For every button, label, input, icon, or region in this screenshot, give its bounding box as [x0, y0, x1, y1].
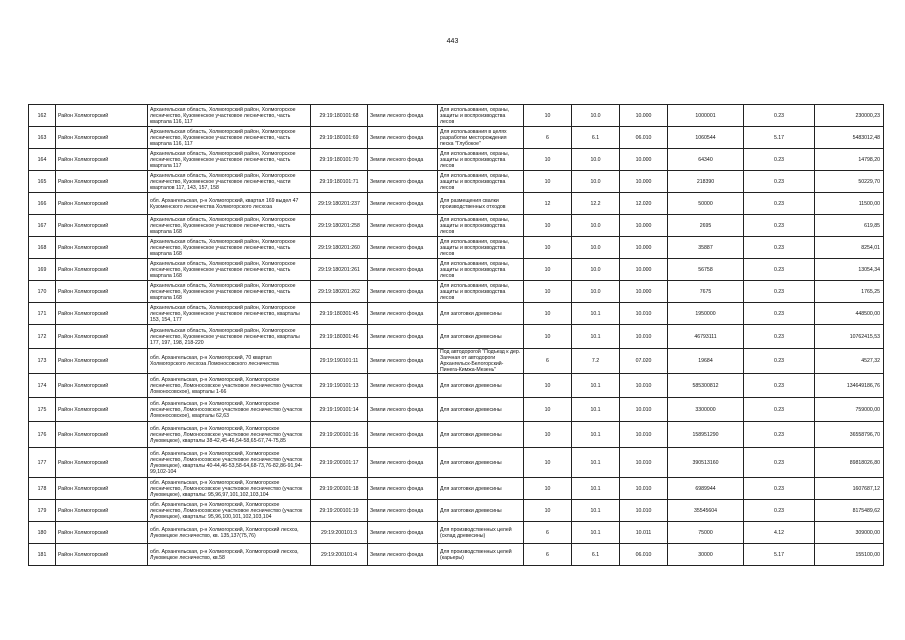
- group-code-cell: 6: [524, 544, 572, 566]
- permitted-use-cell: Для использования, охраны, защиты и воспроизводства лесов: [438, 171, 524, 193]
- rate-cell: 0.23: [744, 149, 815, 171]
- row-number: 177: [29, 448, 56, 478]
- subgroup-code-cell: 10.0: [572, 237, 620, 259]
- group-code-cell: 10: [524, 171, 572, 193]
- amount-cell: 759000,00: [815, 398, 884, 422]
- land-category-cell: Земли лесного фонда: [368, 422, 438, 448]
- land-category-cell: Земли лесного фонда: [368, 448, 438, 478]
- district-cell: Район Холмогорский: [56, 398, 148, 422]
- group-code-cell: 10: [524, 149, 572, 171]
- cadastral-number-cell: 29:19:180201:261: [311, 259, 368, 281]
- permitted-use-cell: Для заготовки древесины: [438, 325, 524, 349]
- amount-cell: 134649186,76: [815, 374, 884, 398]
- row-number: 179: [29, 500, 56, 522]
- permitted-use-cell: Для использования, охраны, защиты и воспроизводства лесов: [438, 105, 524, 127]
- district-cell: Район Холмогорский: [56, 325, 148, 349]
- location-cell: Архангельская область, Холмогорский район, Холмогорское лесничество, Кузоменское участковое лесничество, часть квартала 168: [148, 237, 311, 259]
- table-row: [29, 325, 884, 349]
- row-number: 162: [29, 105, 56, 127]
- area-cell: 218390: [668, 171, 744, 193]
- rate-cell: 5.17: [744, 544, 815, 566]
- use-code-cell: 10.010: [620, 398, 668, 422]
- group-code-cell: 12: [524, 193, 572, 215]
- cadastral-number-cell: 29:19:200101:3: [311, 522, 368, 544]
- subgroup-code-cell: 10.1: [572, 325, 620, 349]
- area-cell: 2695: [668, 215, 744, 237]
- area-cell: 7675: [668, 281, 744, 303]
- amount-cell: 4527,32: [815, 349, 884, 374]
- land-category-cell: Земли лесного фонда: [368, 127, 438, 149]
- location-cell: Архангельская область, Холмогорский район, Холмогорское лесничество, Кузоменское участковое лесничество, часть квартала 168: [148, 259, 311, 281]
- area-cell: 1060544: [668, 127, 744, 149]
- district-cell: Район Холмогорский: [56, 448, 148, 478]
- subgroup-code-cell: 10.0: [572, 171, 620, 193]
- district-cell: Район Холмогорский: [56, 349, 148, 374]
- area-cell: 1950000: [668, 303, 744, 325]
- district-cell: Район Холмогорский: [56, 237, 148, 259]
- use-code-cell: 10.000: [620, 237, 668, 259]
- rate-cell: 4.12: [744, 522, 815, 544]
- cadastral-number-cell: 29:19:180301:46: [311, 325, 368, 349]
- rate-cell: 0.23: [744, 105, 815, 127]
- group-code-cell: 6: [524, 349, 572, 374]
- page-number: 443: [446, 38, 459, 45]
- location-cell: Архангельская область, Холмогорский район, Холмогорское лесничество, Кузоменское участковое лесничество, кварталы 177, 197, 198, 218-220: [148, 325, 311, 349]
- permitted-use-cell: Для заготовки древесины: [438, 500, 524, 522]
- use-code-cell: 10.000: [620, 171, 668, 193]
- table-row: [29, 349, 884, 374]
- table-row: [29, 478, 884, 500]
- cadastral-number-cell: 29:19:200101:4: [311, 544, 368, 566]
- permitted-use-cell: Для заготовки древесины: [438, 303, 524, 325]
- cadastral-number-cell: 29:19:190101:13: [311, 374, 368, 398]
- land-category-cell: Земли лесного фонда: [368, 303, 438, 325]
- use-code-cell: 10.010: [620, 478, 668, 500]
- area-cell: 35545604: [668, 500, 744, 522]
- use-code-cell: 12.020: [620, 193, 668, 215]
- location-cell: обл. Архангельская, р-н Холмогорский, Холмогорский лесхоз, Луковецкое лесничество, кв.58: [148, 544, 311, 566]
- row-number: 173: [29, 349, 56, 374]
- group-code-cell: 6: [524, 127, 572, 149]
- use-code-cell: 10.010: [620, 303, 668, 325]
- location-cell: обл. Архангельская, р-н Холмогорский, Холмогорское лесничество, Ломоносовское участковое лесничество (участок Луковецкое), кварталы: 95,96,100,101,102,103,104: [148, 500, 311, 522]
- location-cell: обл. Архангельская, р-н Холмогорский, 70 квартал Холмогорского лесхоза Ломоносовского лесничества: [148, 349, 311, 374]
- row-number: 176: [29, 422, 56, 448]
- table-row: [29, 105, 884, 127]
- cadastral-number-cell: 29:19:200101:17: [311, 448, 368, 478]
- district-cell: Район Холмогорский: [56, 374, 148, 398]
- cadastral-number-cell: 29:19:200101:16: [311, 422, 368, 448]
- rate-cell: 0.23: [744, 303, 815, 325]
- area-cell: 585300812: [668, 374, 744, 398]
- land-category-cell: Земли лесного фонда: [368, 500, 438, 522]
- district-cell: Район Холмогорский: [56, 105, 148, 127]
- row-number: 167: [29, 215, 56, 237]
- land-category-cell: Земли лесного фонда: [368, 398, 438, 422]
- land-category-cell: Земли лесного фонда: [368, 349, 438, 374]
- amount-cell: 1765,25: [815, 281, 884, 303]
- amount-cell: 230000,23: [815, 105, 884, 127]
- row-number: 178: [29, 478, 56, 500]
- subgroup-code-cell: 6.1: [572, 544, 620, 566]
- land-category-cell: Земли лесного фонда: [368, 478, 438, 500]
- use-code-cell: 10.010: [620, 500, 668, 522]
- cadastral-number-cell: 29:19:180101:71: [311, 171, 368, 193]
- amount-cell: 155100,00: [815, 544, 884, 566]
- subgroup-code-cell: 12.2: [572, 193, 620, 215]
- use-code-cell: 10.010: [620, 422, 668, 448]
- permitted-use-cell: Для использования, охраны, защиты и воспроизводства лесов: [438, 215, 524, 237]
- subgroup-code-cell: 10.1: [572, 522, 620, 544]
- land-category-cell: Земли лесного фонда: [368, 374, 438, 398]
- table-row: [29, 193, 884, 215]
- location-cell: обл. Архангельская, р-н Холмогорский, квартал 169 выдел 47 Кузоменского лесничества Холмогорского лесхоза: [148, 193, 311, 215]
- cadastral-number-cell: 29:19:200101:18: [311, 478, 368, 500]
- cadastral-number-cell: 29:19:180201:262: [311, 281, 368, 303]
- permitted-use-cell: Для заготовки древесины: [438, 422, 524, 448]
- row-number: 164: [29, 149, 56, 171]
- land-category-cell: Земли лесного фонда: [368, 281, 438, 303]
- row-number: 175: [29, 398, 56, 422]
- use-code-cell: 10.000: [620, 215, 668, 237]
- group-code-cell: 10: [524, 259, 572, 281]
- row-number: 170: [29, 281, 56, 303]
- location-cell: Архангельская область, Холмогорский район, Холмогорское лесничество, Кузоменское участковое лесничество, кварталы 153, 154, 177: [148, 303, 311, 325]
- table-body: [29, 105, 884, 566]
- cadastral-number-cell: 29:19:180201:258: [311, 215, 368, 237]
- district-cell: Район Холмогорский: [56, 500, 148, 522]
- rate-cell: 0.23: [744, 374, 815, 398]
- area-cell: 64340: [668, 149, 744, 171]
- area-cell: 19684: [668, 349, 744, 374]
- area-cell: 56758: [668, 259, 744, 281]
- amount-cell: 36558796,70: [815, 422, 884, 448]
- table-row: [29, 215, 884, 237]
- table-row: [29, 448, 884, 478]
- subgroup-code-cell: 10.1: [572, 500, 620, 522]
- rate-cell: 0.23: [744, 193, 815, 215]
- amount-cell: 1607687,12: [815, 478, 884, 500]
- cadastral-number-cell: 29:19:180101:68: [311, 105, 368, 127]
- use-code-cell: 10.000: [620, 281, 668, 303]
- row-number: 165: [29, 171, 56, 193]
- group-code-cell: 10: [524, 448, 572, 478]
- group-code-cell: 10: [524, 215, 572, 237]
- location-cell: обл. Архангельская, р-н Холмогорский, Холмогорское лесничество, Ломоносовское участковое лесничество (участок Луковецкое), кварталы: 95,96,97,101,102,103,104: [148, 478, 311, 500]
- table-row: [29, 237, 884, 259]
- area-cell: 75000: [668, 522, 744, 544]
- permitted-use-cell: Для производственных целей (карьеры): [438, 544, 524, 566]
- location-cell: Архангельская область, Холмогорский район, Холмогорское лесничество, Кузоменское участковое лесничество, часть квартала 168: [148, 281, 311, 303]
- subgroup-code-cell: 10.0: [572, 215, 620, 237]
- area-cell: 50000: [668, 193, 744, 215]
- amount-cell: 11500,00: [815, 193, 884, 215]
- use-code-cell: 10.000: [620, 149, 668, 171]
- subgroup-code-cell: 10.1: [572, 448, 620, 478]
- amount-cell: 8175489,62: [815, 500, 884, 522]
- table-row: [29, 171, 884, 193]
- rate-cell: 0.23: [744, 448, 815, 478]
- row-number: 180: [29, 522, 56, 544]
- area-cell: 3300000: [668, 398, 744, 422]
- area-cell: 30000: [668, 544, 744, 566]
- permitted-use-cell: Для заготовки древесины: [438, 398, 524, 422]
- amount-cell: 89818026,80: [815, 448, 884, 478]
- permitted-use-cell: Для заготовки древесины: [438, 374, 524, 398]
- row-number: 169: [29, 259, 56, 281]
- subgroup-code-cell: 10.0: [572, 105, 620, 127]
- subgroup-code-cell: 10.1: [572, 398, 620, 422]
- permitted-use-cell: Для использования, охраны, защиты и воспроизводства лесов: [438, 149, 524, 171]
- land-category-cell: Земли лесного фонда: [368, 193, 438, 215]
- location-cell: обл. Архангельская, р-н Холмогорский, Холмогорское лесничество, Ломоносовское участковое лесничество (участок Луковецкое), кварталы 38-42,45-46,54-58,65-67,74-75,85: [148, 422, 311, 448]
- rate-cell: 0.23: [744, 325, 815, 349]
- subgroup-code-cell: 10.0: [572, 281, 620, 303]
- area-cell: 1000001: [668, 105, 744, 127]
- permitted-use-cell: Для размещения свалки производственных отходов: [438, 193, 524, 215]
- table-row: [29, 544, 884, 566]
- group-code-cell: 10: [524, 105, 572, 127]
- rate-cell: 0.23: [744, 281, 815, 303]
- permitted-use-cell: Для заготовки древесины: [438, 448, 524, 478]
- rate-cell: 0.23: [744, 215, 815, 237]
- location-cell: Архангельская область, Холмогорский район, Холмогорское лесничество, Кузоменское участковое лесничество, часть квартала 168: [148, 215, 311, 237]
- district-cell: Район Холмогорский: [56, 544, 148, 566]
- row-number: 166: [29, 193, 56, 215]
- land-category-cell: Земли лесного фонда: [368, 259, 438, 281]
- district-cell: Район Холмогорский: [56, 281, 148, 303]
- area-cell: 35887: [668, 237, 744, 259]
- location-cell: обл. Архангельская, р-н Холмогорский, Холмогорское лесничество, Ломоносовское участковое лесничество (участок Ломоносовское), кварталы 62,63: [148, 398, 311, 422]
- use-code-cell: 10.011: [620, 522, 668, 544]
- cadastral-number-cell: 29:19:200101:19: [311, 500, 368, 522]
- district-cell: Район Холмогорский: [56, 149, 148, 171]
- use-code-cell: 10.010: [620, 448, 668, 478]
- rate-cell: 0.23: [744, 478, 815, 500]
- subgroup-code-cell: 10.1: [572, 303, 620, 325]
- table-row: [29, 303, 884, 325]
- land-category-cell: Земли лесного фонда: [368, 544, 438, 566]
- subgroup-code-cell: 10.0: [572, 149, 620, 171]
- row-number: 181: [29, 544, 56, 566]
- rate-cell: 0.23: [744, 171, 815, 193]
- permitted-use-cell: Для использования, охраны, защиты и воспроизводства лесов: [438, 259, 524, 281]
- table-row: [29, 281, 884, 303]
- amount-cell: 619,85: [815, 215, 884, 237]
- permitted-use-cell: Под автодорогой "Подъезд к дер. Заячная от автодороги Архангельск-Белогорский-Пинега-Кимжа-Мезень": [438, 349, 524, 374]
- rate-cell: 0.23: [744, 259, 815, 281]
- district-cell: Район Холмогорский: [56, 422, 148, 448]
- land-plots-table: [28, 104, 884, 566]
- row-number: 171: [29, 303, 56, 325]
- group-code-cell: 10: [524, 303, 572, 325]
- table-row: [29, 259, 884, 281]
- row-number: 163: [29, 127, 56, 149]
- cadastral-number-cell: 29:19:180201:237: [311, 193, 368, 215]
- amount-cell: 50229,70: [815, 171, 884, 193]
- row-number: 174: [29, 374, 56, 398]
- cadastral-number-cell: 29:19:180101:69: [311, 127, 368, 149]
- rate-cell: 0.23: [744, 422, 815, 448]
- subgroup-code-cell: 10.1: [572, 478, 620, 500]
- land-category-cell: Земли лесного фонда: [368, 522, 438, 544]
- amount-cell: 10762415,53: [815, 325, 884, 349]
- location-cell: обл. Архангельская, р-н Холмогорский, Холмогорское лесничество, Ломоносовское участковое лесничество (участок Луковецкое), кварталы 40-44,46-53,58-64,68-73,76-82,86-91,94-99,102-104: [148, 448, 311, 478]
- rate-cell: 5.17: [744, 127, 815, 149]
- group-code-cell: 10: [524, 500, 572, 522]
- location-cell: обл. Архангельская, р-н Холмогорский, Холмогорский лесхоз, Луковецкое лесничество, кв. 135,137(75,76): [148, 522, 311, 544]
- cadastral-number-cell: 29:19:180301:45: [311, 303, 368, 325]
- cadastral-number-cell: 29:19:180101:70: [311, 149, 368, 171]
- district-cell: Район Холмогорский: [56, 215, 148, 237]
- table-row: [29, 500, 884, 522]
- table-row: [29, 422, 884, 448]
- table-row: [29, 127, 884, 149]
- land-category-cell: Земли лесного фонда: [368, 215, 438, 237]
- amount-cell: 309000,00: [815, 522, 884, 544]
- group-code-cell: 10: [524, 237, 572, 259]
- district-cell: Район Холмогорский: [56, 522, 148, 544]
- use-code-cell: 10.000: [620, 105, 668, 127]
- area-cell: 6989944: [668, 478, 744, 500]
- group-code-cell: 10: [524, 281, 572, 303]
- use-code-cell: 10.010: [620, 325, 668, 349]
- subgroup-code-cell: 10.1: [572, 422, 620, 448]
- table-row: [29, 398, 884, 422]
- amount-cell: 5483012,48: [815, 127, 884, 149]
- permitted-use-cell: Для использования в целях разработки месторождения песка "Глубокое": [438, 127, 524, 149]
- amount-cell: 8254,01: [815, 237, 884, 259]
- area-cell: 46793111: [668, 325, 744, 349]
- use-code-cell: 06.010: [620, 127, 668, 149]
- land-category-cell: Земли лесного фонда: [368, 149, 438, 171]
- use-code-cell: 07.020: [620, 349, 668, 374]
- group-code-cell: 10: [524, 478, 572, 500]
- rate-cell: 0.23: [744, 237, 815, 259]
- district-cell: Район Холмогорский: [56, 193, 148, 215]
- row-number: 172: [29, 325, 56, 349]
- location-cell: обл. Архангельская, р-н Холмогорский, Холмогорское лесничество, Ломоносовское участковое лесничество (участок Ломоносовское), кварталы 1-66: [148, 374, 311, 398]
- table-row: [29, 149, 884, 171]
- amount-cell: 13054,34: [815, 259, 884, 281]
- use-code-cell: 06.010: [620, 544, 668, 566]
- permitted-use-cell: Для использования, охраны, защиты и воспроизводства лесов: [438, 237, 524, 259]
- district-cell: Район Холмогорский: [56, 303, 148, 325]
- cadastral-number-cell: 29:19:180201:260: [311, 237, 368, 259]
- area-cell: 158951290: [668, 422, 744, 448]
- location-cell: Архангельская область, Холмогорский район, Холмогорское лесничество, Кузоменское участковое лесничество, части кварталов 117, 143, 157, 158: [148, 171, 311, 193]
- subgroup-code-cell: 6.1: [572, 127, 620, 149]
- district-cell: Район Холмогорский: [56, 127, 148, 149]
- location-cell: Архангельская область, Холмогорский район, Холмогорское лесничество, Кузоменское участковое лесничество, часть квартала 116, 117: [148, 105, 311, 127]
- land-category-cell: Земли лесного фонда: [368, 105, 438, 127]
- amount-cell: 448500,00: [815, 303, 884, 325]
- area-cell: 390513160: [668, 448, 744, 478]
- cadastral-number-cell: 29:19:190101:14: [311, 398, 368, 422]
- use-code-cell: 10.000: [620, 259, 668, 281]
- subgroup-code-cell: 10.0: [572, 259, 620, 281]
- group-code-cell: 10: [524, 374, 572, 398]
- rate-cell: 0.23: [744, 398, 815, 422]
- rate-cell: 0.23: [744, 500, 815, 522]
- table-row: [29, 522, 884, 544]
- permitted-use-cell: Для заготовки древесины: [438, 478, 524, 500]
- subgroup-code-cell: 10.1: [572, 374, 620, 398]
- district-cell: Район Холмогорский: [56, 171, 148, 193]
- land-category-cell: Земли лесного фонда: [368, 325, 438, 349]
- group-code-cell: 10: [524, 422, 572, 448]
- use-code-cell: 10.010: [620, 374, 668, 398]
- land-category-cell: Земли лесного фонда: [368, 237, 438, 259]
- land-category-cell: Земли лесного фонда: [368, 171, 438, 193]
- amount-cell: 14798,20: [815, 149, 884, 171]
- permitted-use-cell: Для производственных целей (склад древесины): [438, 522, 524, 544]
- location-cell: Архангельская область, Холмогорский район, Холмогорское лесничество, Кузоменское участковое лесничество, часть квартала 116, 117: [148, 127, 311, 149]
- group-code-cell: 10: [524, 325, 572, 349]
- row-number: 168: [29, 237, 56, 259]
- subgroup-code-cell: 7.2: [572, 349, 620, 374]
- cadastral-number-cell: 29:19:190101:11: [311, 349, 368, 374]
- district-cell: Район Холмогорский: [56, 478, 148, 500]
- permitted-use-cell: Для использования, охраны, защиты и воспроизводства лесов: [438, 281, 524, 303]
- rate-cell: 0.23: [744, 349, 815, 374]
- group-code-cell: 6: [524, 522, 572, 544]
- table-row: [29, 374, 884, 398]
- location-cell: Архангельская область, Холмогорский район, Холмогорское лесничество, Кузоменское участковое лесничество, часть квартала 117: [148, 149, 311, 171]
- group-code-cell: 10: [524, 398, 572, 422]
- district-cell: Район Холмогорский: [56, 259, 148, 281]
